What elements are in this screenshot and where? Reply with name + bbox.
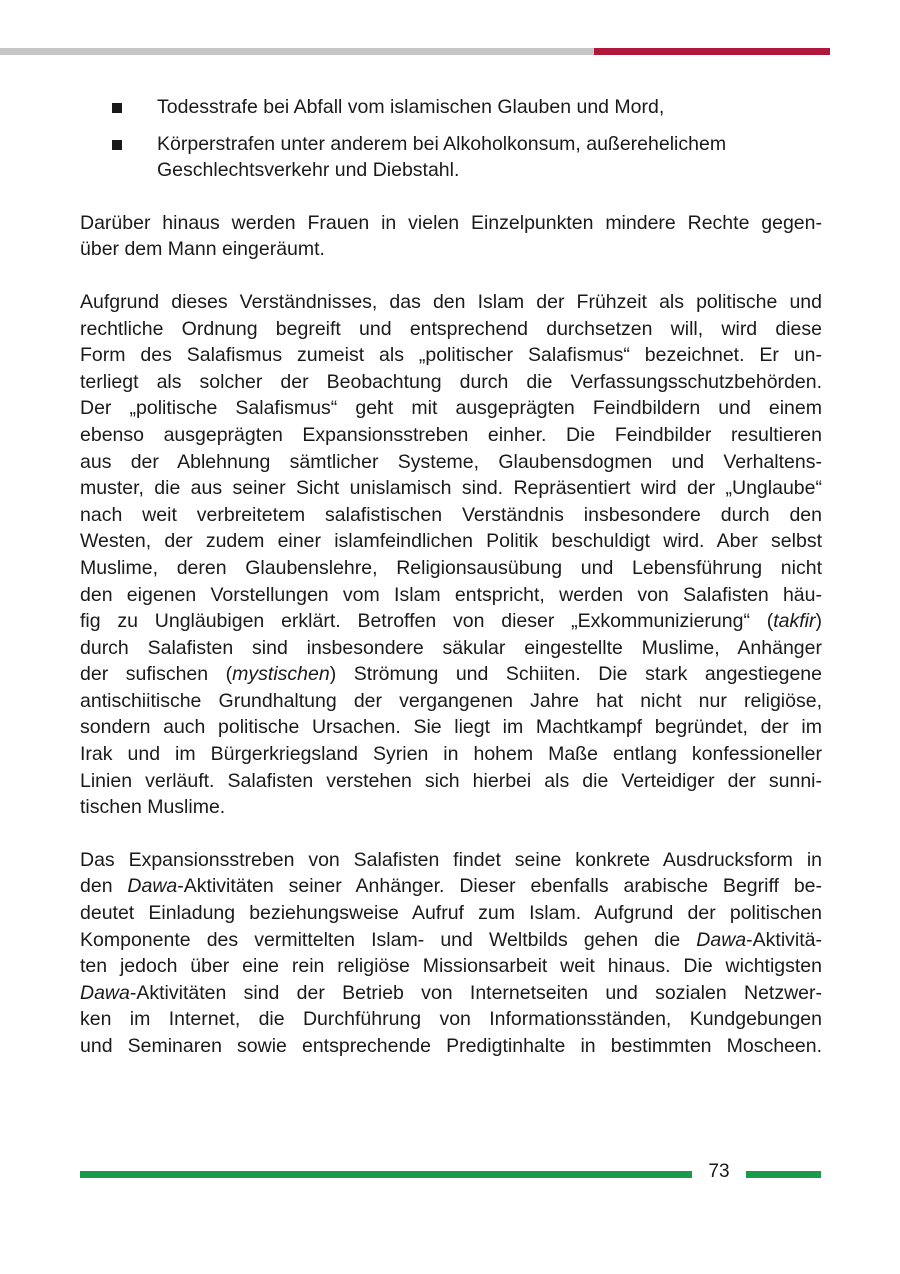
text-line — [80, 661, 822, 688]
bullet-item-death-penalty — [80, 94, 822, 121]
bullet-text: Körperstrafen unter anderem bei Alkoholkonsum, außerehelichem — [157, 132, 727, 155]
square-bullet-icon — [112, 140, 122, 150]
paragraph-women-rights — [80, 210, 822, 263]
text-line: muster, die aus seiner Sicht unislamisch sind. Repräsentiert wird der „Unglaube“ — [80, 477, 822, 500]
paragraph-dawa-activities — [80, 847, 822, 1060]
bullet-list — [80, 94, 822, 184]
text-line: Darüber hinaus werden Frauen in vielen Einzelpunkten mindere Rechte gegen- — [80, 211, 822, 234]
text-segment: fig zu Ungläubigen erklärt. Betroffen von dieser „Exkommunizierung“ ( — [80, 610, 774, 633]
text-segment: ) — [815, 610, 822, 633]
text-segment: den — [80, 875, 128, 898]
text-segment: Komponente des vermittelten Islam- und Weltbilds gehen die — [80, 928, 697, 951]
text-line: Form des Salafismus zumeist als „politischer Salafismus“ bezeichnet. Er un- — [80, 344, 822, 367]
text-line: nach weit verbreitetem salafistischen Verständnis insbesondere durch den — [80, 503, 822, 526]
page-number: 73 — [708, 1161, 730, 1182]
italic-term-dawa: Dawa — [80, 981, 130, 1004]
text-segment: -Aktivitäten sind der Betrieb von Internetseiten und sozialen Netzwer- — [129, 981, 822, 1004]
text-line: ebenso ausgeprägten Expansionsstreben einher. Die Feindbilder resultieren — [80, 423, 822, 446]
italic-term-dawa: Dawa — [696, 928, 747, 951]
text-line: Aufgrund dieses Verständnisses, das den Islam der Frühzeit als politische und — [80, 290, 822, 313]
bullet-text: Todesstrafe bei Abfall vom islamischen Glauben und Mord, — [157, 96, 665, 118]
text-line — [80, 873, 822, 900]
text-line: deutet Einladung beziehungsweise Aufruf zum Islam. Aufgrund der politischen — [80, 902, 822, 925]
text-line: über dem Mann eingeräumt. — [80, 238, 325, 261]
text-segment: -Aktivitä- — [746, 928, 822, 951]
footer-rule-left — [80, 1171, 692, 1178]
text-line: den eigenen Vorstellungen vom Islam entspricht, werden von Salafisten häu- — [80, 583, 822, 606]
text-line: tischen Muslime. — [80, 796, 226, 819]
text-line: antischiitische Grundhaltung der vergangenen Jahre hat nicht nur religiöse, — [80, 689, 822, 712]
text-line: Das Expansionsstreben von Salafisten findet seine konkrete Ausdrucksform in — [80, 848, 822, 871]
text-line — [80, 927, 822, 954]
paragraph-political-salafism — [80, 289, 822, 821]
text-line: aus der Ablehnung sämtlicher Systeme, Glaubensdogmen und Verhaltens- — [80, 450, 822, 473]
text-line: terliegt als solcher der Beobachtung durch die Verfassungsschutzbehörden. — [80, 370, 822, 393]
text-line: ten jedoch über eine rein religiöse Missionsarbeit weit hinaus. Die wichtigsten — [80, 955, 822, 978]
text-line — [80, 980, 822, 1007]
text-line: und Seminaren sowie entsprechende Predigtinhalte in bestimmten Moscheen. — [80, 1035, 822, 1057]
bullet-text-continued: Geschlechtsverkehr und Diebstahl. — [157, 159, 460, 182]
italic-term-takfir: takfir — [773, 610, 816, 633]
text-line: Westen, der zudem einer islamfeindlichen Politik beschuldigt wird. Aber selbst — [80, 530, 822, 553]
text-segment: -Aktivitäten seiner Anhänger. Dieser ebenfalls arabische Begriff be- — [177, 875, 823, 898]
footer-rule-right — [746, 1171, 821, 1178]
page-body — [80, 94, 822, 1086]
text-segment: der sufischen ( — [80, 663, 233, 686]
text-line: ken im Internet, die Durchführung von Informationsständen, Kundgebungen — [80, 1008, 822, 1031]
square-bullet-icon — [112, 103, 122, 113]
text-segment: ) Strömung und Schiiten. Die stark angestiegene — [329, 663, 822, 686]
italic-term-mystischen: mystischen — [232, 663, 330, 686]
text-line: Linien verläuft. Salafisten verstehen sich hierbei als die Verteidiger der sunni- — [80, 769, 822, 792]
text-line — [80, 608, 822, 635]
header-rule-gray — [0, 48, 594, 55]
text-line: Der „politische Salafismus“ geht mit ausgeprägten Feindbildern und einem — [80, 397, 822, 420]
italic-term-dawa: Dawa — [127, 875, 178, 898]
bullet-item-corporal-punishment — [80, 131, 822, 184]
text-line: sondern auch politische Ursachen. Sie liegt im Machtkampf begründet, der im — [80, 716, 822, 739]
text-line: durch Salafisten sind insbesondere säkular eingestellte Muslime, Anhänger — [80, 636, 822, 659]
text-line: rechtliche Ordnung begreift und entsprechend durchsetzen will, wird diese — [80, 317, 822, 340]
header-rule-red — [594, 48, 830, 55]
text-line: Irak und im Bürgerkriegsland Syrien in hohem Maße entlang konfessioneller — [80, 743, 822, 766]
text-line: Muslime, deren Glaubenslehre, Religionsausübung und Lebensführung nicht — [80, 556, 822, 579]
